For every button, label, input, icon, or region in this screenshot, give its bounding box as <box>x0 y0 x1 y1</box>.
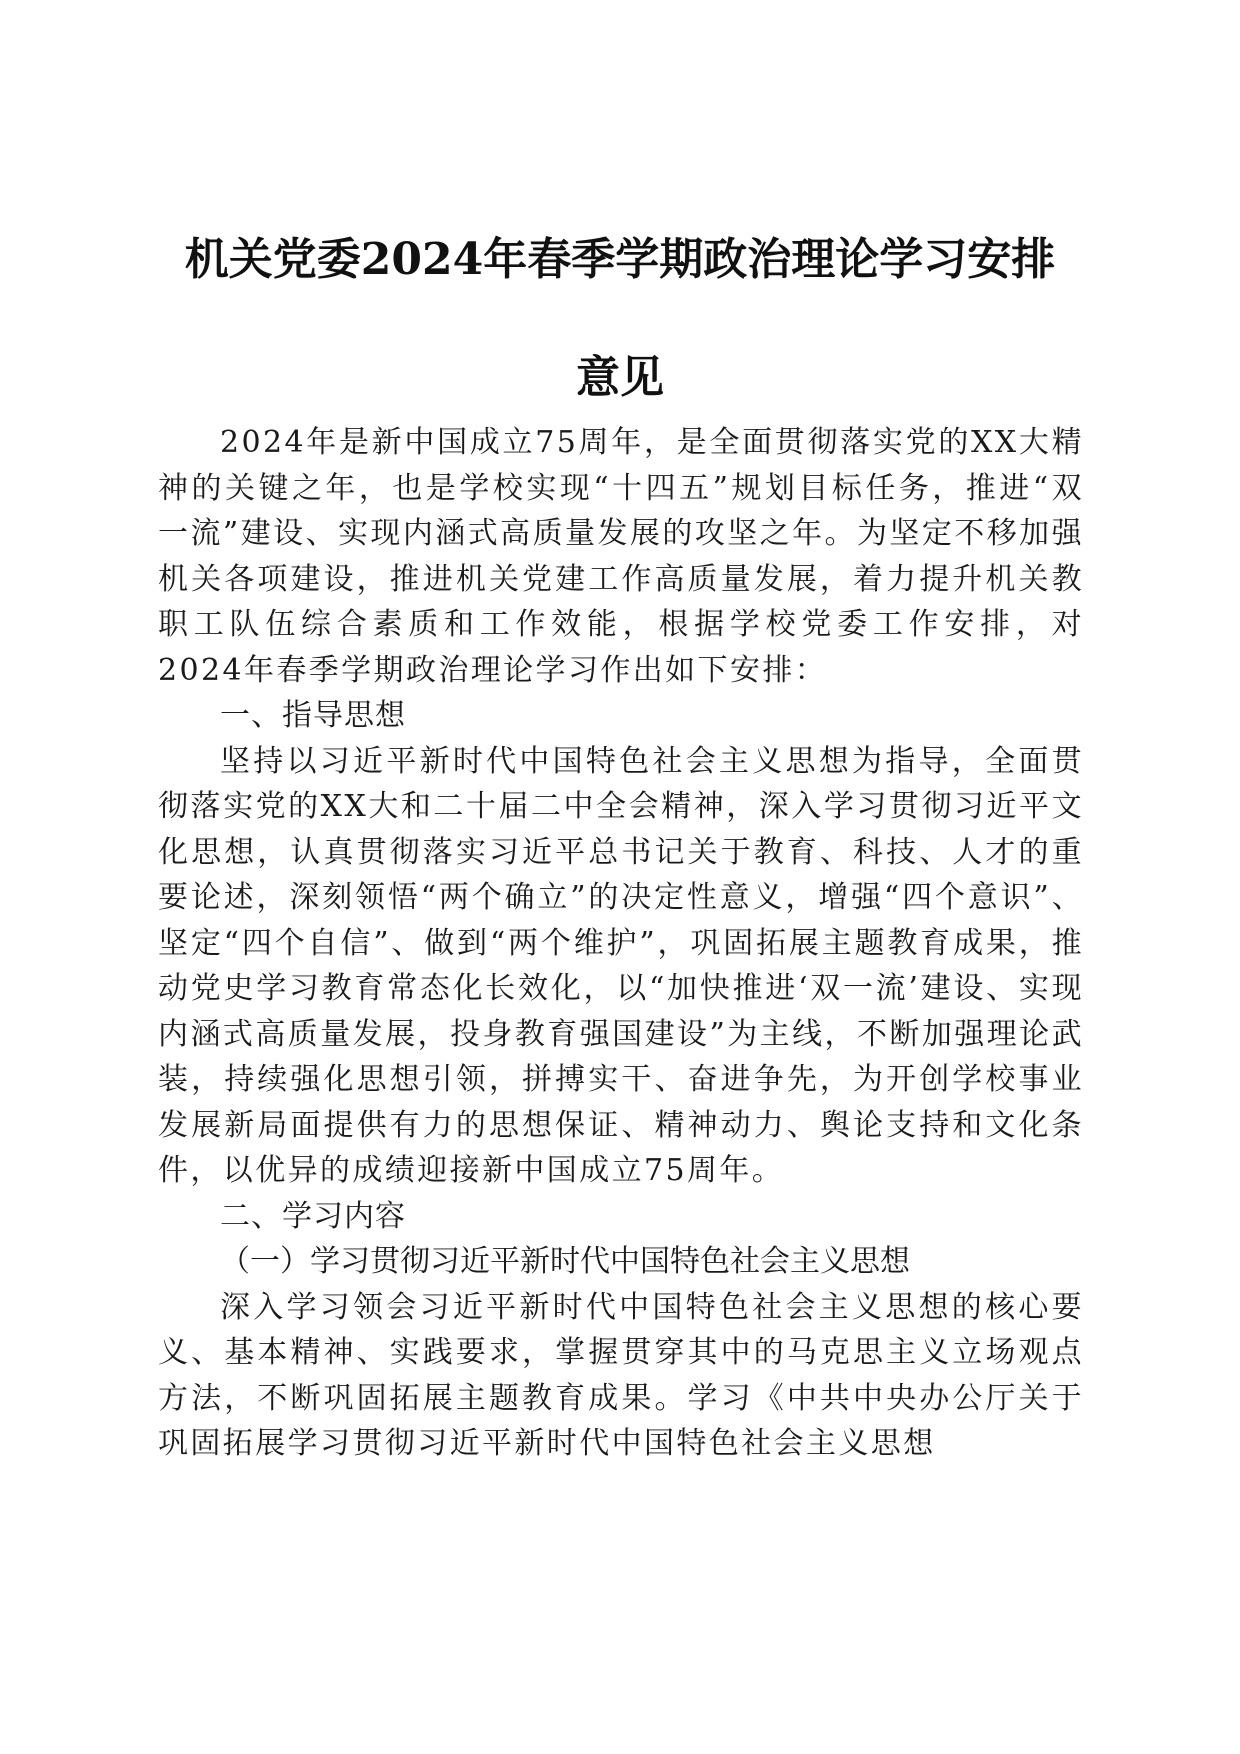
document-title-continued: 意见 <box>576 352 664 403</box>
section-heading-study-content: 二、学习内容 <box>220 1198 406 1234</box>
subsection-heading-1: （一）学习贯彻习近平新时代中国特色社会主义思想 <box>220 1244 910 1279</box>
section-heading-guiding-ideology: 一、指导思想 <box>220 698 406 733</box>
guiding-ideology-paragraph: 坚持以习近平新时代中国特色社会主义思想为指导，全面贯彻落实党的XX大和二十届二中全会精神，深入学习贯彻习近平文化思想，认真贯彻落实习近平总书记关于教育、科技、人才的重要论述，深刻领悟“两个确立”的决定性意义，增强“四个意识”、坚定“四个自信”、做到“两个维护”，巩固拓展主题教育成果，推动党史学习教育常态化长效化，以“加快推进‘双一流’建设、实现内涵式高质量发展，投身教育强国建设”为主线，不断加强理论武装，持续强化思想引领，拼搏实干、奋进争先，为开创学校事业发展新局面提供有力的思想保证、精神动力、舆论支持和文化条件，以优异的成绩迎接新中国成立75周年。 <box>158 743 1084 1188</box>
intro-paragraph: 2024年是新中国成立75周年，是全面贯彻落实党的XX大精神的关键之年，也是学校实现“十四五”规划目标任务，推进“双一流”建设、实现内涵式高质量发展的攻坚之年。为坚定不移加强机关各项建设，推进机关党建工作高质量发展，着力提升机关教职工队伍综合素质和工作效能，根据学校党委工作安排，对2024年春季学期政治理论学习作出如下安排： <box>158 425 1084 688</box>
document-body <box>158 420 1084 1467</box>
document-title: 机关党委2024年春季学期政治理论学习安排 <box>184 234 1056 285</box>
subsection-1-paragraph: 深入学习领会习近平新时代中国特色社会主义思想的核心要义、基本精神、实践要求，掌握贯穿其中的马克思主义立场观点方法，不断巩固拓展主题教育成果。学习《中共中央办公厅关于巩固拓展学习贯彻习近平新时代中国特色社会主义思想 <box>158 1289 1084 1461</box>
